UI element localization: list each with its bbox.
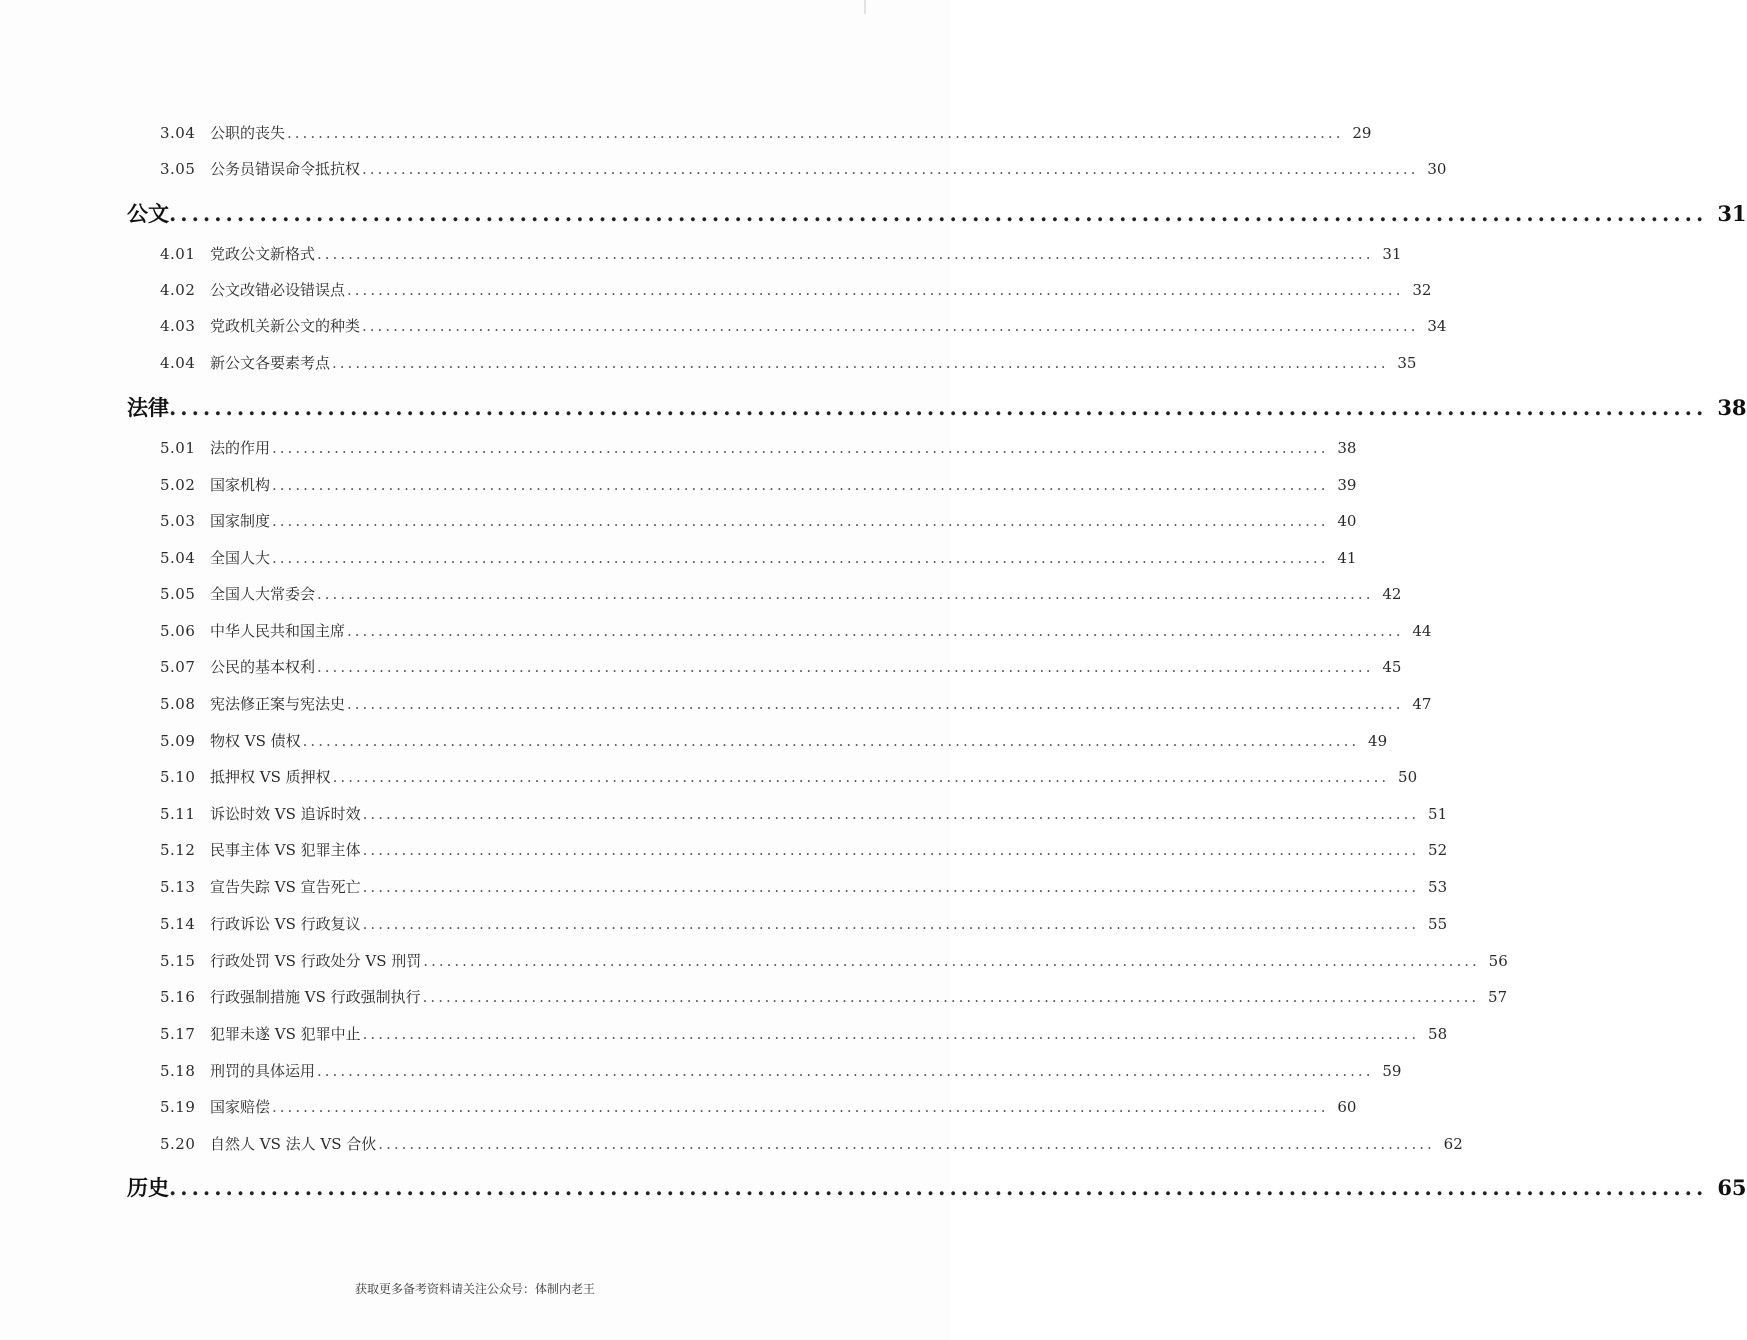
- toc-entry-title: 行政处罚 VS 行政处分 VS 刑罚: [210, 952, 422, 970]
- toc-entry-number: 3.05: [160, 160, 196, 178]
- toc-entry-5-06[interactable]: [160, 620, 1432, 648]
- toc-entry-page-number: 42: [1382, 585, 1402, 603]
- dot-leader: ........................................................................................................................................: [422, 988, 1480, 1006]
- toc-section-gongwen[interactable]: [127, 198, 1747, 232]
- toc-entry-5-13[interactable]: [160, 876, 1448, 904]
- dot-leader: ........................................................................................................................................: [332, 768, 1390, 786]
- toc-entry-5-20[interactable]: [160, 1133, 1463, 1161]
- toc-entry-title: 民事主体 VS 犯罪主体: [210, 841, 361, 859]
- toc-entry-number: 5.03: [160, 512, 196, 530]
- toc-entry-4-04[interactable]: [160, 352, 1417, 380]
- toc-entry-page-number: 32: [1412, 281, 1432, 299]
- dot-leader: ........................................................................................................................................: [362, 317, 1419, 335]
- dot-leader: ........................................................................................................................................: [362, 915, 1420, 933]
- dot-leader: ........................................................................................................................................: [287, 124, 1344, 142]
- toc-entry-number: 5.18: [160, 1062, 196, 1080]
- toc-entry-page-number: 29: [1352, 124, 1372, 142]
- toc-entry-number: 5.17: [160, 1025, 196, 1043]
- toc-entry-title: 宪法修正案与宪法史: [210, 695, 346, 713]
- dot-leader: ........................................................................................................................................: [362, 878, 1420, 896]
- toc-entry-number: 4.03: [160, 317, 196, 335]
- dot-leader: ........................................................................................................................................: [423, 952, 1480, 970]
- toc-entry-title: 全国人大: [210, 549, 271, 567]
- toc-entry-page-number: 57: [1488, 988, 1508, 1006]
- toc-entry-page-number: 50: [1398, 768, 1418, 786]
- dot-leader: ........................................................................................................................................: [169, 395, 1708, 420]
- toc-entry-5-12[interactable]: [160, 839, 1448, 867]
- toc-entry-title: 全国人大常委会: [210, 585, 316, 603]
- toc-entry-5-15[interactable]: [160, 950, 1508, 978]
- toc-entry-5-14[interactable]: [160, 913, 1448, 941]
- dot-leader: ........................................................................................................................................: [317, 658, 1374, 676]
- toc-entry-page-number: 44: [1412, 622, 1432, 640]
- toc-entry-page-number: 47: [1412, 695, 1432, 713]
- toc-entry-number: 5.04: [160, 549, 196, 567]
- toc-entry-5-19[interactable]: [160, 1096, 1357, 1124]
- dot-leader: ........................................................................................................................................: [378, 1135, 1435, 1153]
- dot-leader: ........................................................................................................................................: [347, 622, 1404, 640]
- toc-entry-page-number: 55: [1428, 915, 1448, 933]
- toc-entry-page-number: 45: [1382, 658, 1402, 676]
- toc-entry-number: 4.04: [160, 354, 196, 372]
- toc-entry-page-number: 62: [1443, 1135, 1463, 1153]
- toc-section-lishi[interactable]: [127, 1172, 1747, 1206]
- toc-entry-5-17[interactable]: [160, 1023, 1448, 1051]
- dot-leader: ........................................................................................................................................: [272, 476, 1329, 494]
- toc-entry-title: 党政公文新格式: [210, 245, 316, 263]
- dot-leader: ........................................................................................................................................: [347, 281, 1404, 299]
- toc-entry-page-number: 35: [1397, 354, 1417, 372]
- toc-entry-page-number: 34: [1427, 317, 1447, 335]
- toc-entry-title: 犯罪未遂 VS 犯罪中止: [210, 1025, 361, 1043]
- toc-entry-title: 宣告失踪 VS 宣告死亡: [210, 878, 361, 896]
- dot-leader: ........................................................................................................................................: [302, 732, 1360, 750]
- dot-leader: ........................................................................................................................................: [272, 512, 1329, 530]
- toc-entry-page-number: 58: [1428, 1025, 1448, 1043]
- toc-entry-4-01[interactable]: [160, 243, 1402, 271]
- toc-entry-page-number: 53: [1428, 878, 1448, 896]
- toc-entry-5-08[interactable]: [160, 693, 1432, 721]
- toc-entry-number: 5.10: [160, 768, 196, 786]
- footer-note: 获取更多备考资料请关注公众号：体制内老王: [354, 1282, 595, 1296]
- toc-entry-title: 党政机关新公文的种类: [210, 317, 361, 335]
- toc-entry-page-number: 31: [1382, 245, 1402, 263]
- toc-entry-5-07[interactable]: [160, 656, 1402, 684]
- toc-entry-number: 5.09: [160, 732, 196, 750]
- toc-entry-5-09[interactable]: [160, 730, 1388, 758]
- toc-entry-number: 5.16: [160, 988, 196, 1006]
- toc-entry-title: 国家机构: [210, 476, 271, 494]
- toc-entry-number: 5.07: [160, 658, 196, 676]
- toc-entry-title: 公务员错误命令抵抗权: [210, 160, 361, 178]
- toc-section-title: 公文: [127, 201, 169, 226]
- toc-entry-3-04[interactable]: [160, 122, 1372, 150]
- toc-entry-4-03[interactable]: [160, 315, 1447, 343]
- toc-entry-title: 公文改错必设错误点: [210, 281, 346, 299]
- toc-entry-page-number: 51: [1428, 805, 1448, 823]
- toc-entry-number: 5.01: [160, 439, 196, 457]
- dot-leader: ........................................................................................................................................: [317, 245, 1374, 263]
- toc-entry-title: 自然人 VS 法人 VS 合伙: [210, 1135, 377, 1153]
- dot-leader: ........................................................................................................................................: [317, 1062, 1374, 1080]
- toc-entry-title: 抵押权 VS 质押权: [210, 768, 331, 786]
- toc-entry-number: 5.12: [160, 841, 196, 859]
- toc-entry-number: 5.15: [160, 952, 196, 970]
- toc-entry-number: 5.13: [160, 878, 196, 896]
- page-edge-mark: [864, 0, 866, 14]
- toc-entry-title: 中华人民共和国主席: [210, 622, 346, 640]
- toc-entry-5-11[interactable]: [160, 803, 1448, 831]
- toc-entry-title: 国家赔偿: [210, 1098, 271, 1116]
- toc-entry-5-03[interactable]: [160, 510, 1357, 538]
- toc-entry-title: 物权 VS 债权: [210, 732, 301, 750]
- toc-section-page-number: 38: [1717, 395, 1747, 420]
- toc-entry-5-04[interactable]: [160, 547, 1357, 575]
- toc-entry-number: 5.02: [160, 476, 196, 494]
- toc-section-title: 法律: [127, 395, 169, 420]
- toc-entry-title: 行政诉讼 VS 行政复议: [210, 915, 361, 933]
- toc-entry-5-16[interactable]: [160, 986, 1508, 1014]
- toc-entry-page-number: 41: [1337, 549, 1357, 567]
- dot-leader: ........................................................................................................................................: [272, 549, 1329, 567]
- dot-leader: ........................................................................................................................................: [362, 1025, 1420, 1043]
- dot-leader: ........................................................................................................................................: [169, 201, 1708, 226]
- toc-section-title: 历史: [127, 1175, 169, 1200]
- toc-entry-5-05[interactable]: [160, 583, 1402, 611]
- toc-entry-title: 行政强制措施 VS 行政强制执行: [210, 988, 421, 1006]
- toc-entry-5-10[interactable]: [160, 766, 1418, 794]
- toc-entry-title: 法的作用: [210, 439, 271, 457]
- toc-entry-5-02[interactable]: [160, 474, 1357, 502]
- dot-leader: ........................................................................................................................................: [272, 439, 1329, 457]
- toc-section-falv[interactable]: [127, 392, 1747, 426]
- toc-section-page-number: 65: [1717, 1175, 1747, 1200]
- toc-entry-page-number: 40: [1337, 512, 1357, 530]
- toc-entry-3-05[interactable]: [160, 158, 1447, 186]
- toc-entry-page-number: 39: [1337, 476, 1357, 494]
- toc-entry-number: 5.06: [160, 622, 196, 640]
- toc-entry-title: 刑罚的具体运用: [210, 1062, 316, 1080]
- toc-entry-page-number: 56: [1488, 952, 1508, 970]
- dot-leader: ........................................................................................................................................: [362, 160, 1419, 178]
- toc-entry-number: 4.02: [160, 281, 196, 299]
- toc-section-page-number: 31: [1717, 201, 1747, 226]
- dot-leader: ........................................................................................................................................: [317, 585, 1374, 603]
- dot-leader: ........................................................................................................................................: [169, 1175, 1708, 1200]
- toc-entry-title: 新公文各要素考点: [210, 354, 331, 372]
- toc-entry-page-number: 52: [1428, 841, 1448, 859]
- toc-entry-title: 公民的基本权利: [210, 658, 316, 676]
- toc-entry-page-number: 49: [1368, 732, 1388, 750]
- toc-entry-number: 5.14: [160, 915, 196, 933]
- toc-entry-page-number: 38: [1337, 439, 1357, 457]
- dot-leader: ........................................................................................................................................: [332, 354, 1389, 372]
- toc-entry-number: 5.05: [160, 585, 196, 603]
- toc-entry-5-18[interactable]: [160, 1060, 1402, 1088]
- toc-entry-page-number: 59: [1382, 1062, 1402, 1080]
- toc-entry-page-number: 30: [1427, 160, 1447, 178]
- dot-leader: ........................................................................................................................................: [272, 1098, 1329, 1116]
- toc-entry-number: 5.11: [160, 805, 196, 823]
- toc-entry-number: 5.19: [160, 1098, 196, 1116]
- toc-entry-page-number: 60: [1337, 1098, 1357, 1116]
- toc-entry-number: 4.01: [160, 245, 196, 263]
- toc-entry-number: 5.08: [160, 695, 196, 713]
- toc-entry-title: 诉讼时效 VS 追诉时效: [210, 805, 361, 823]
- dot-leader: ........................................................................................................................................: [362, 841, 1420, 859]
- dot-leader: ........................................................................................................................................: [362, 805, 1420, 823]
- toc-entry-4-02[interactable]: [160, 279, 1432, 307]
- toc-entry-number: 5.20: [160, 1135, 196, 1153]
- toc-entry-title: 国家制度: [210, 512, 271, 530]
- toc-entry-5-01[interactable]: [160, 437, 1357, 465]
- dot-leader: ........................................................................................................................................: [347, 695, 1404, 713]
- toc-entry-number: 3.04: [160, 124, 196, 142]
- toc-entry-title: 公职的丧失: [210, 124, 286, 142]
